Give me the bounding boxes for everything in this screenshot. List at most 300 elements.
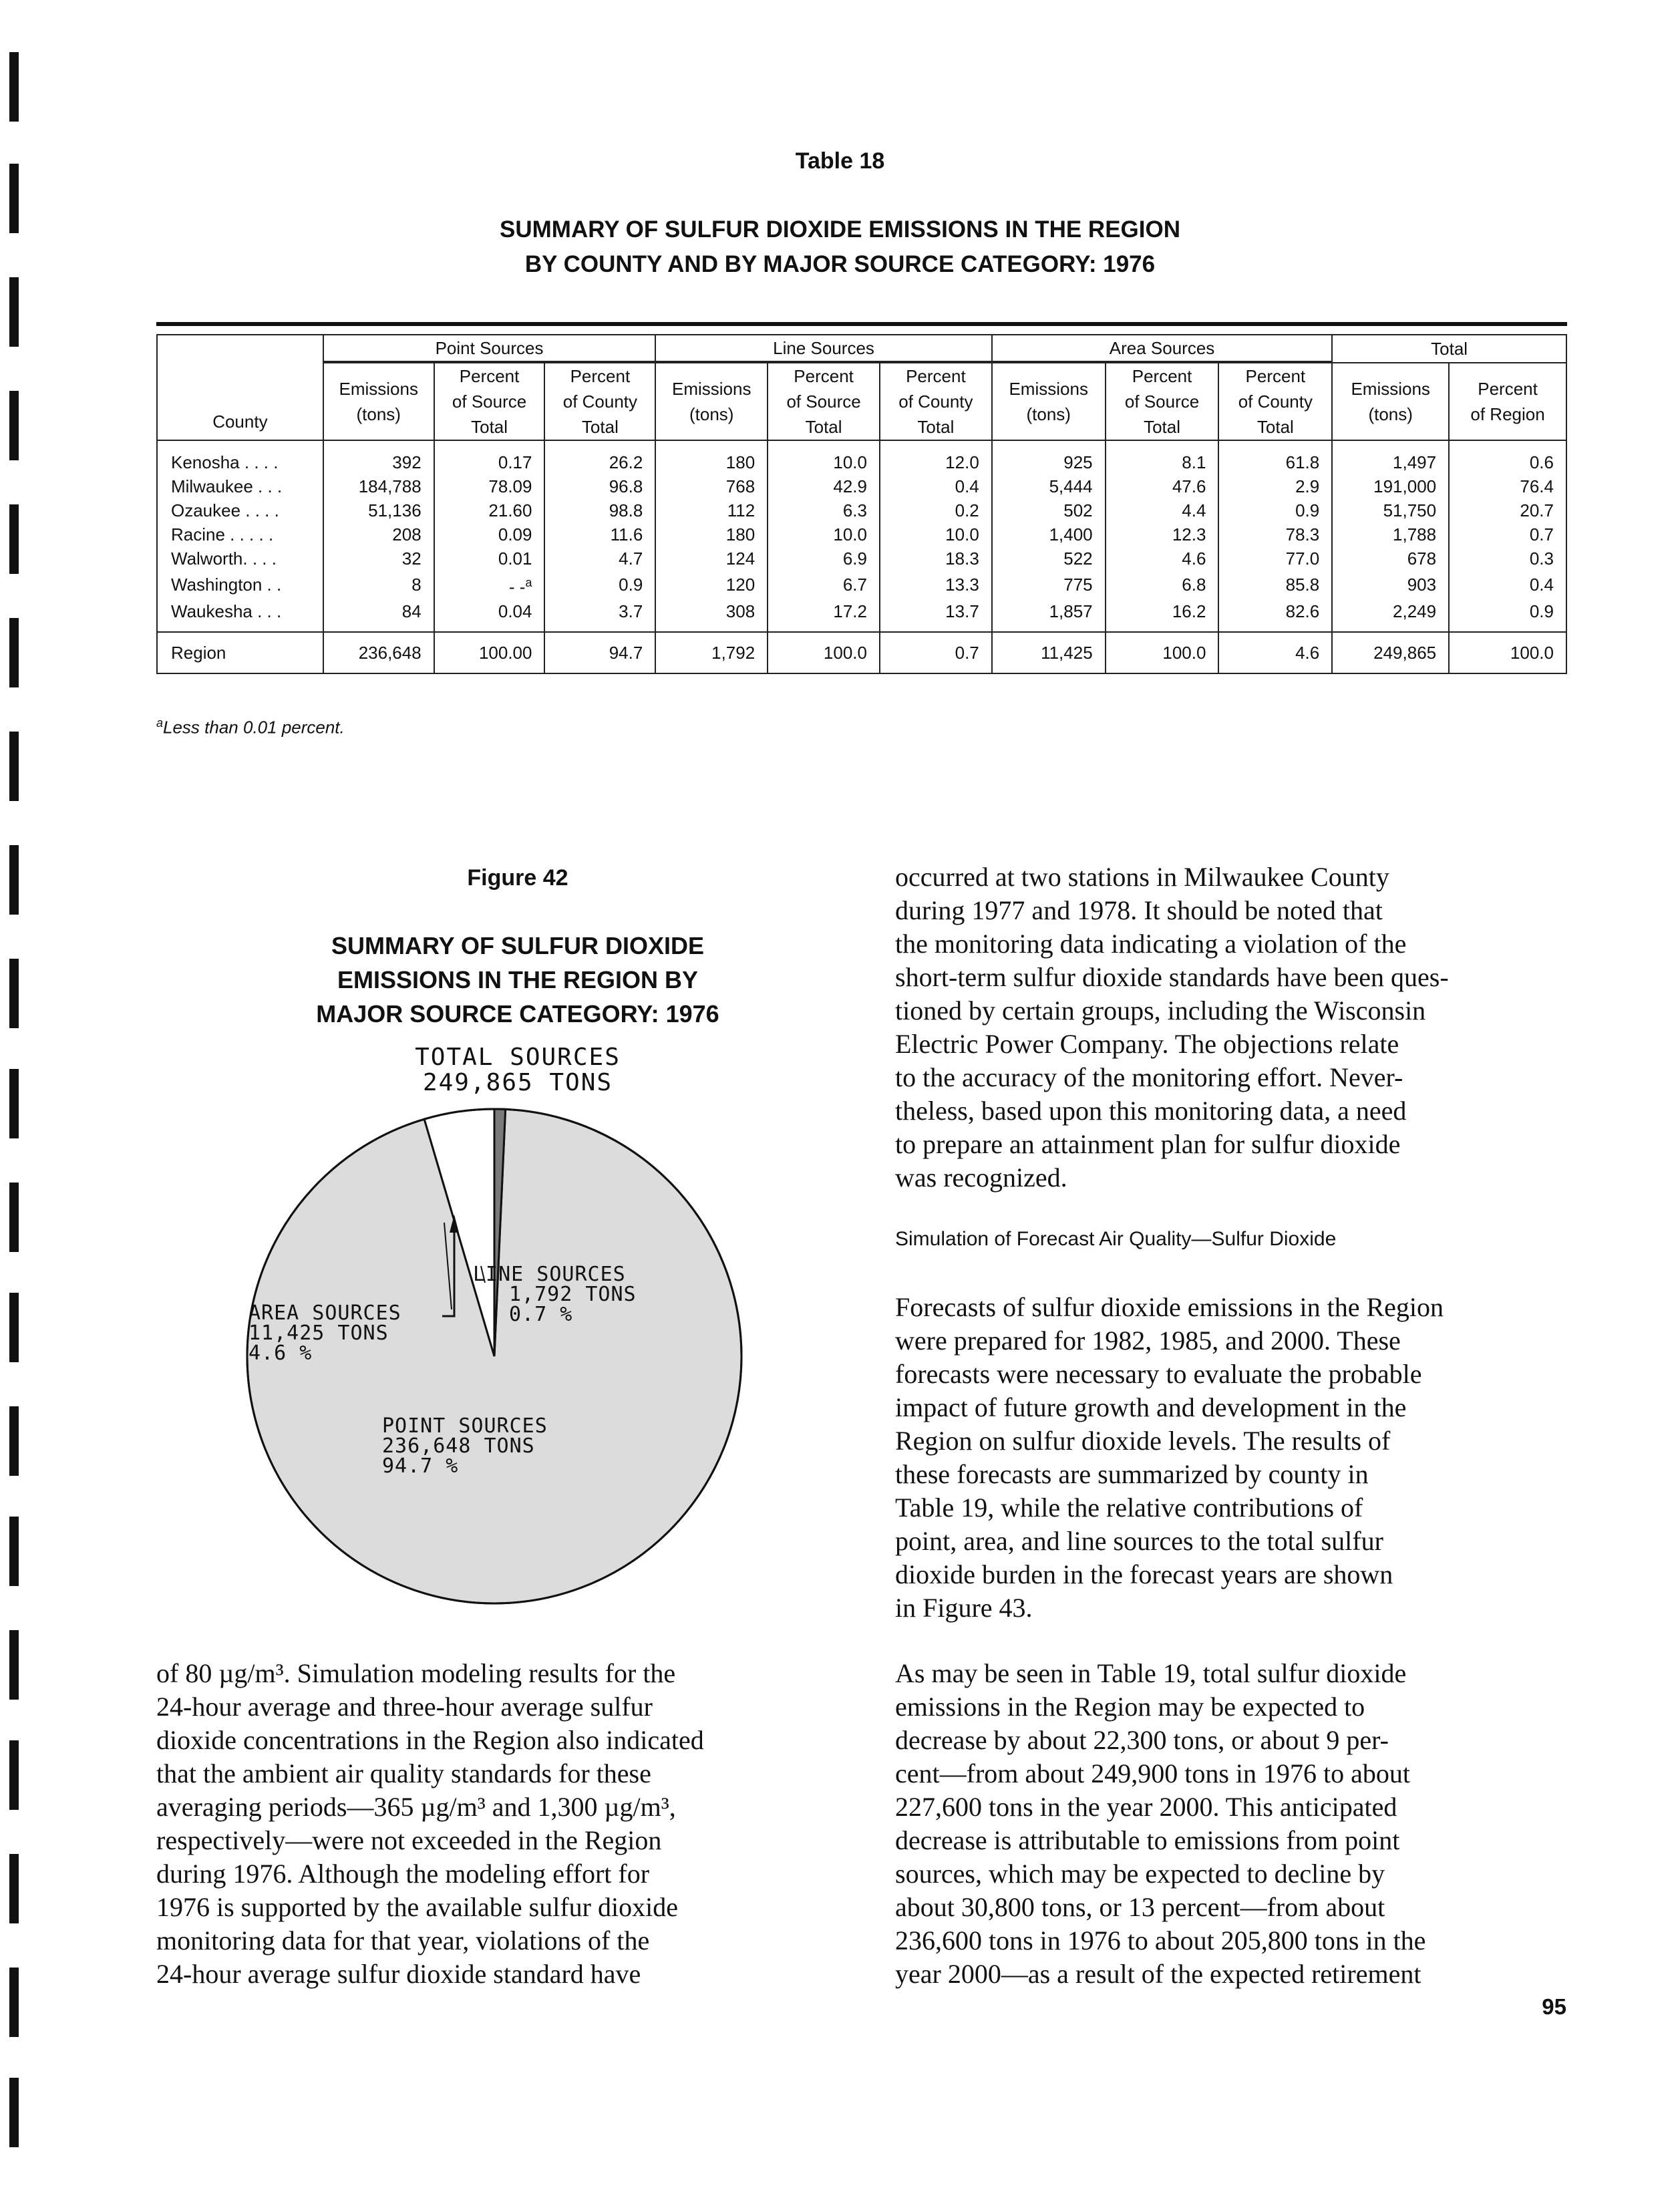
binding-mark [9, 845, 19, 915]
group-header-total: Total [1332, 335, 1566, 363]
text-line: 24-hour average sulfur dioxide standard have [156, 1959, 641, 1989]
cell [1106, 546, 1219, 571]
footnote-text: Less than 0.01 percent. [163, 717, 345, 738]
table-row [157, 498, 1566, 522]
cell-value: 47.6 [1172, 476, 1206, 496]
cell [544, 522, 655, 546]
line-sources-label [473, 1265, 637, 1325]
cell-value: 0.04 [498, 601, 532, 621]
cell-value: 20.7 [1520, 500, 1554, 520]
group-header-area: Area Sources [992, 335, 1332, 361]
header-line: Percent [1245, 366, 1306, 386]
cell: 94.7 [544, 632, 655, 673]
col-header-pct-county [880, 363, 992, 440]
cell [992, 440, 1106, 474]
cell-value: 0.9 [1295, 500, 1320, 520]
cell-value: 61.8 [1285, 452, 1320, 472]
cell-value: 10.0 [833, 452, 867, 472]
cell [1218, 546, 1332, 571]
cell-value: 8.1 [1182, 452, 1206, 472]
cell [1332, 522, 1449, 546]
col-header-pct-region [1449, 363, 1566, 440]
cell-value: 77.0 [1285, 548, 1320, 569]
cell-county: Walworth. . . . [157, 546, 323, 571]
cell [768, 546, 880, 571]
text-line: these forecasts are summarized by county in [895, 1459, 1369, 1489]
cell [880, 599, 992, 632]
binding-mark [9, 1630, 19, 1700]
table-footnote [156, 716, 345, 738]
pie-label-line: 11,425 TONS [248, 1321, 389, 1345]
cell-value: 51,750 [1383, 500, 1437, 520]
col-header-pct-source [434, 363, 545, 440]
cell [655, 522, 768, 546]
cell-value: 308 [725, 601, 755, 621]
text-line: Electric Power Company. The objections relate [895, 1029, 1399, 1059]
cell [768, 498, 880, 522]
figure-title-line: EMISSIONS IN THE REGION BY [337, 966, 699, 993]
cell-value: 0.3 [1529, 548, 1554, 569]
table-row [157, 474, 1566, 498]
cell-value: 78.3 [1285, 524, 1320, 544]
cell [1449, 571, 1566, 599]
cell [434, 474, 545, 498]
figure-title-line: SUMMARY OF SULFUR DIOXIDE [331, 932, 705, 959]
text-line: decrease by about 22,300 tons, or about 9 per- [895, 1725, 1389, 1755]
cell [1106, 599, 1219, 632]
cell-value: 180 [725, 524, 755, 544]
header-line: Emissions [1009, 379, 1088, 399]
cell-value: 180 [725, 452, 755, 472]
text-line: 227,600 tons in the year 2000. This anticipated [895, 1792, 1397, 1822]
cell-value: 98.8 [609, 500, 643, 520]
cell-value: 13.7 [945, 601, 979, 621]
text-line: cent—from about 249,900 tons in 1976 to about [895, 1758, 1411, 1788]
cell-value: 4.7 [619, 548, 643, 569]
cell-value: 903 [1407, 575, 1437, 595]
header-line: (tons) [356, 404, 401, 424]
pie-label-line: 236,648 TONS [382, 1434, 535, 1458]
cell-value: 112 [727, 500, 755, 520]
cell-value: 78.09 [488, 476, 532, 496]
footnote-marker: a [156, 716, 164, 730]
pie-label-line: POINT SOURCES [382, 1414, 548, 1438]
pie-label-line: 0.7 % [509, 1303, 573, 1326]
text-line: to the accuracy of the monitoring effort. Never- [895, 1062, 1403, 1092]
cell-value: 191,000 [1373, 476, 1437, 496]
cell-county: Kenosha . . . . [157, 440, 323, 474]
cell-value: 12.3 [1172, 524, 1206, 544]
binding-mark [9, 618, 19, 687]
header-line: Percent [794, 366, 854, 386]
cell [1332, 546, 1449, 571]
cell: 100.0 [1106, 632, 1219, 673]
text-line: during 1977 and 1978. It should be noted that [895, 895, 1383, 925]
pie-label-line: 1,792 TONS [509, 1283, 637, 1306]
cell [1449, 599, 1566, 632]
text-line: the monitoring data indicating a violation of the [895, 929, 1407, 959]
table-row [157, 546, 1566, 571]
cell [434, 599, 545, 632]
cell [880, 571, 992, 599]
body-paragraph [895, 1291, 1567, 1625]
group-header-point: Point Sources [323, 335, 656, 361]
cell [544, 546, 655, 571]
cell-value: 0.4 [1529, 575, 1554, 595]
cell-value: 0.4 [955, 476, 979, 496]
text-line: point, area, and line sources to the total sulfur [895, 1526, 1383, 1556]
cell [323, 440, 434, 474]
header-line: Emissions [339, 379, 418, 399]
header-line: Percent [1478, 379, 1538, 399]
header-line: Total [1144, 417, 1181, 437]
cell [1218, 440, 1332, 474]
cell [1218, 474, 1332, 498]
cell [434, 546, 545, 571]
cell [768, 599, 880, 632]
cell [1449, 546, 1566, 571]
cell [1106, 440, 1219, 474]
binding-mark [9, 1183, 19, 1252]
cell [768, 440, 880, 474]
cell-value: 208 [392, 524, 422, 544]
col-header-emissions [1332, 363, 1449, 440]
header-line: of County [562, 391, 638, 412]
text-line: were prepared for 1982, 1985, and 2000. These [895, 1325, 1401, 1356]
cell-value: 10.0 [945, 524, 979, 544]
cell: 249,865 [1332, 632, 1449, 673]
binding-mark [9, 391, 19, 460]
cell-value: 84 [401, 601, 422, 621]
header-line: of Source [1124, 391, 1200, 412]
binding-mark [9, 1293, 19, 1362]
binding-mark [9, 1740, 19, 1810]
cell-value: 678 [1407, 548, 1437, 569]
cell [323, 498, 434, 522]
text-line: As may be seen in Table 19, total sulfur dioxide [895, 1658, 1407, 1688]
header-line: Percent [906, 366, 966, 386]
cell [1449, 522, 1566, 546]
col-header-emissions [323, 363, 434, 440]
cell-value: 775 [1063, 575, 1093, 595]
group-header-line: Line Sources [655, 335, 991, 361]
cell-value: 21.60 [488, 500, 532, 520]
text-line: decrease is attributable to emissions from point [895, 1825, 1400, 1855]
cell-value: 1,400 [1049, 524, 1093, 544]
cell [655, 599, 768, 632]
binding-mark [9, 52, 19, 122]
cell-value: 4.4 [1182, 500, 1206, 520]
body-paragraph [895, 860, 1567, 1195]
table-row [157, 440, 1566, 474]
text-line: dioxide burden in the forecast years are shown [895, 1559, 1393, 1589]
header-line: of Source [786, 391, 861, 412]
binding-mark [9, 504, 19, 574]
cell-county: Washington . . [157, 571, 323, 599]
cell-value: 925 [1063, 452, 1093, 472]
cell-value: 1,857 [1049, 601, 1093, 621]
table-top-rule [156, 322, 1567, 326]
header-line: of Region [1470, 404, 1545, 424]
cell-value: 0.17 [498, 452, 532, 472]
cell: 236,648 [323, 632, 434, 673]
cell-value: 768 [725, 476, 755, 496]
cell-value: 2,249 [1393, 601, 1437, 621]
pie-label-line: 94.7 % [382, 1454, 459, 1478]
col-header-county: County [157, 335, 323, 440]
cell [880, 522, 992, 546]
cell [880, 498, 992, 522]
cell: 100.0 [1449, 632, 1566, 673]
body-paragraph [895, 1657, 1567, 1991]
col-header-pct-county [1218, 363, 1332, 440]
cell [434, 522, 545, 546]
cell [655, 498, 768, 522]
cell [323, 546, 434, 571]
text-line: Forecasts of sulfur dioxide emissions in the Region [895, 1292, 1444, 1322]
cell-value: - - [508, 577, 526, 597]
cell-value: 522 [1063, 548, 1093, 569]
cell [1332, 440, 1449, 474]
cell [1449, 440, 1566, 474]
cell [992, 498, 1106, 522]
text-line: year 2000—as a result of the expected retirement [895, 1959, 1421, 1989]
header-line: Emissions [1351, 379, 1430, 399]
cell-value: 13.3 [945, 575, 979, 595]
cell-value: 18.3 [945, 548, 979, 569]
cell-value: 82.6 [1285, 601, 1320, 621]
cell-value: 0.6 [1529, 452, 1554, 472]
text-line: about 30,800 tons, or 13 percent—from about [895, 1892, 1385, 1922]
text-line: was recognized. [895, 1162, 1067, 1193]
figure-title [240, 929, 795, 1031]
header-line: (tons) [689, 404, 734, 424]
cell [1218, 599, 1332, 632]
pie-total-line: 249,865 TONS [422, 1069, 613, 1096]
text-line: 236,600 tons in 1976 to about 205,800 tons in the [895, 1925, 1426, 1955]
cell [880, 440, 992, 474]
header-line: of County [898, 391, 973, 412]
cell [1332, 498, 1449, 522]
cell [768, 571, 880, 599]
pie-label-line: 4.6 % [248, 1342, 313, 1365]
cell [434, 571, 545, 599]
cell [1106, 571, 1219, 599]
header-line: Total [581, 417, 619, 437]
body-paragraph [156, 1657, 828, 1991]
cell [544, 571, 655, 599]
cell [1106, 522, 1219, 546]
cell-value: 32 [401, 548, 422, 569]
cell [323, 522, 434, 546]
table-row [157, 599, 1566, 632]
cell [1449, 498, 1566, 522]
cell [655, 440, 768, 474]
header-line: Total [471, 417, 508, 437]
cell [1332, 571, 1449, 599]
text-line: that the ambient air quality standards for these [156, 1758, 651, 1788]
cell [323, 571, 434, 599]
cell [992, 474, 1106, 498]
cell [880, 546, 992, 571]
cell-county: Region [157, 632, 323, 673]
binding-mark [9, 2078, 19, 2147]
pie-label-line: AREA SOURCES [248, 1301, 401, 1325]
cell-value: 8 [411, 575, 422, 595]
cell [544, 474, 655, 498]
col-header-pct-county [544, 363, 655, 440]
pie-label-line: LINE SOURCES [473, 1263, 626, 1286]
table-row-region [157, 632, 1566, 673]
cell-value: 6.8 [1182, 575, 1206, 595]
text-line: monitoring data for that year, violations of the [156, 1925, 650, 1955]
cell-value: 1,788 [1393, 524, 1437, 544]
text-line: forecasts were necessary to evaluate the probable [895, 1359, 1422, 1389]
cell-value: 12.0 [945, 452, 979, 472]
figure-label: Figure 42 [467, 865, 568, 891]
cell-value: 124 [725, 548, 755, 569]
text-line: dioxide concentrations in the Region also indicated [156, 1725, 704, 1755]
cell [992, 571, 1106, 599]
cell-value: 392 [392, 452, 422, 472]
point-sources-label [382, 1416, 548, 1476]
table-row [157, 571, 1566, 599]
header-line: Percent [459, 366, 520, 386]
table-title [0, 212, 1680, 282]
cell: 100.00 [434, 632, 545, 673]
cell [992, 546, 1106, 571]
cell-value: 0.9 [619, 575, 643, 595]
cell-value: 5,444 [1049, 476, 1093, 496]
cell-county: Ozaukee . . . . [157, 498, 323, 522]
header-line: of County [1238, 391, 1313, 412]
cell-value: 85.8 [1285, 575, 1320, 595]
text-line: during 1976. Although the modeling effort for [156, 1859, 650, 1889]
text-line: occurred at two stations in Milwaukee County [895, 862, 1389, 892]
cell-value: 1,497 [1393, 452, 1437, 472]
cell-value: 76.4 [1520, 476, 1554, 496]
text-line: theless, based upon this monitoring data, a need [895, 1096, 1407, 1126]
text-line: 24-hour average and three-hour average sulfur [156, 1692, 653, 1722]
table-title-line: SUMMARY OF SULFUR DIOXIDE EMISSIONS IN THE REGION [500, 216, 1180, 243]
cell [655, 546, 768, 571]
cell [1106, 498, 1219, 522]
page-number: 95 [1542, 1994, 1566, 2019]
text-line: averaging periods—365 µg/m³ and 1,300 µg/m³, [156, 1792, 676, 1822]
cell-value: 16.2 [1172, 601, 1206, 621]
cell-county: Milwaukee . . . [157, 474, 323, 498]
header-line: Total [917, 417, 955, 437]
text-line: respectively—were not exceeded in the Region [156, 1825, 662, 1855]
cell: 0.7 [880, 632, 992, 673]
cell [880, 474, 992, 498]
cell [655, 571, 768, 599]
text-line: sources, which may be expected to decline by [895, 1859, 1385, 1889]
cell [1332, 599, 1449, 632]
cell: 100.0 [768, 632, 880, 673]
cell-value: 6.9 [842, 548, 867, 569]
cell: 4.6 [1218, 632, 1332, 673]
binding-mark [9, 1406, 19, 1476]
header-line: Percent [1132, 366, 1192, 386]
cell-county: Racine . . . . . [157, 522, 323, 546]
cell-value: 502 [1063, 500, 1093, 520]
cell [1218, 571, 1332, 599]
text-line: to prepare an attainment plan for sulfur dioxide [895, 1129, 1401, 1159]
cell [768, 522, 880, 546]
binding-mark [9, 959, 19, 1028]
cell [544, 440, 655, 474]
cell-value: 6.7 [842, 575, 867, 595]
text-line: Region on sulfur dioxide levels. The results of [895, 1426, 1391, 1456]
text-line: 1976 is supported by the available sulfur dioxide [156, 1892, 678, 1922]
table-title-line: BY COUNTY AND BY MAJOR SOURCE CATEGORY: 1976 [524, 251, 1156, 277]
cell-value: 2.9 [1295, 476, 1320, 496]
footnote-marker: a [525, 576, 532, 589]
header-line: Percent [570, 366, 631, 386]
cell [1218, 498, 1332, 522]
cell-value: 4.6 [1182, 548, 1206, 569]
text-line: of 80 µg/m³. Simulation modeling results for the [156, 1658, 676, 1688]
cell [1332, 474, 1449, 498]
header-line: of Source [452, 391, 527, 412]
cell-value: 96.8 [609, 476, 643, 496]
cell-value: 26.2 [609, 452, 643, 472]
text-line: in Figure 43. [895, 1593, 1033, 1623]
header-line: Total [1256, 417, 1294, 437]
binding-mark [9, 732, 19, 801]
cell [434, 498, 545, 522]
cell-value: 10.0 [833, 524, 867, 544]
cell-value: 0.2 [955, 500, 979, 520]
header-line: (tons) [1368, 404, 1413, 424]
cell-value: 0.01 [498, 548, 532, 569]
cell-value: 11.6 [610, 524, 643, 544]
col-header-pct-source [1106, 363, 1219, 440]
cell-value: 6.3 [842, 500, 867, 520]
cell [323, 474, 434, 498]
cell-value: 184,788 [358, 476, 422, 496]
cell [323, 599, 434, 632]
binding-mark [9, 1069, 19, 1138]
binding-mark [9, 1517, 19, 1586]
cell-value: 51,136 [368, 500, 422, 520]
cell-value: 17.2 [833, 601, 867, 621]
cell-value: 0.7 [1529, 524, 1554, 544]
section-subheading: Simulation of Forecast Air Quality—Sulfur Dioxide [895, 1228, 1337, 1250]
header-line: (tons) [1026, 404, 1071, 424]
binding-mark [9, 277, 19, 347]
cell [655, 474, 768, 498]
cell-value: 0.09 [498, 524, 532, 544]
cell [1449, 474, 1566, 498]
cell-value: 3.7 [619, 601, 643, 621]
cell-value: 120 [725, 575, 755, 595]
cell [544, 498, 655, 522]
text-line: tioned by certain groups, including the Wisconsin [895, 995, 1426, 1026]
cell-value: 0.9 [1529, 601, 1554, 621]
cell [544, 599, 655, 632]
cell [434, 440, 545, 474]
cell: 11,425 [992, 632, 1106, 673]
area-sources-label [248, 1303, 401, 1364]
cell [1218, 522, 1332, 546]
cell [992, 522, 1106, 546]
table-row [157, 522, 1566, 546]
col-header-emissions [655, 363, 768, 440]
cell [768, 474, 880, 498]
header-line: Total [805, 417, 842, 437]
